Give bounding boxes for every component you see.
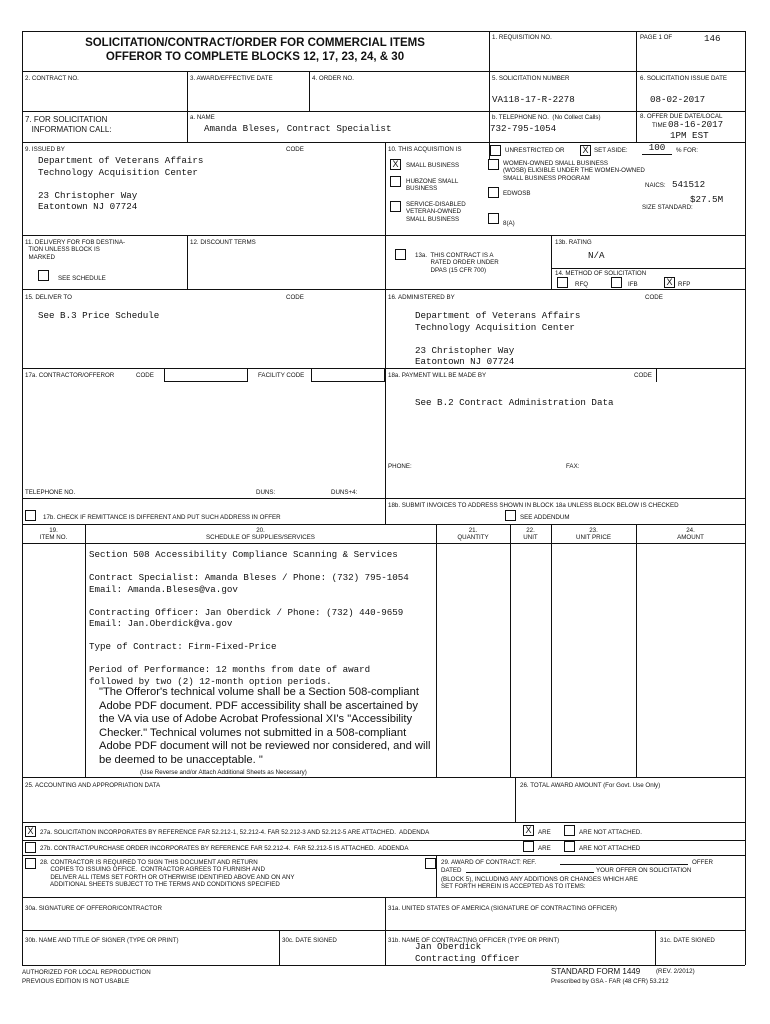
27a-label: 27a. SOLICITATION INCORPORATES BY REFERENCE FAR 52.212-1, 52.212-4. FAR 52.212-3 AND 52.212-5 ARE ATTACHED. ADDENDA [40, 829, 430, 836]
issued-by-code-label: CODE [286, 146, 304, 153]
rfq-label: RFQ [575, 281, 589, 288]
form-number: STANDARD FORM 1449 [551, 967, 641, 976]
see-addendum-checkbox[interactable] [505, 510, 516, 521]
31a-label: 31a. UNITED STATES OF AMERICA (SIGNATURE OF CONTRACTING OFFICER) [388, 905, 617, 912]
see-schedule-checkbox[interactable] [38, 270, 49, 281]
col-supplies: 20. SCHEDULE OF SUPPLIES/SERVICES [206, 527, 315, 542]
order-no-label: 4. ORDER NO. [312, 75, 354, 82]
see-schedule-label: SEE SCHEDULE [58, 275, 106, 282]
27b-are-label: ARE [538, 845, 551, 852]
30a-label: 30a. SIGNATURE OF OFFEROR/CONTRACTOR [25, 905, 162, 912]
contractor-sign-text: 28. CONTRACTOR IS REQUIRED TO SIGN THIS DOCUMENT AND RETURN COPIES TO ISSUING OFFICE. CONTRACTOR AGREES TO FURNISH AND DELIVER ALL ITEMS SET FORTH OR OTHERWISE IDENTIFIED ABOVE AND ON ANY ADDITIONAL SHEETS SUBJECT TO THE TERMS AND CONDITIONS SPECIFIED [40, 859, 295, 889]
offer-due-date: 08-16-2017 [668, 119, 724, 130]
award-dated-label: DATED [441, 867, 462, 874]
8a-label: 8(A) [503, 220, 515, 227]
facility-code-label: FACILITY CODE [258, 372, 305, 379]
edwosb-checkbox[interactable] [488, 187, 499, 198]
27b-are-checkbox[interactable] [523, 841, 534, 852]
col-item-no: 19. ITEM NO. [39, 527, 68, 542]
contact-name: Amanda Bleses, Contract Specialist [204, 123, 392, 134]
contract-no-label: 2. CONTRACT NO. [25, 75, 79, 82]
payment-code-box [656, 368, 745, 382]
form-subtitle: OFFEROR TO COMPLETE BLOCKS 12, 17, 23, 24, & 30 [105, 51, 405, 63]
offer-due-label: 8. OFFER DUE DATE/LOCAL [640, 113, 723, 120]
hubzone-checkbox[interactable] [390, 176, 401, 187]
award-accepted-text: (BLOCK 5), INCLUDING ANY ADDITIONS OR CHANGES WHICH ARE SET FORTH HEREIN IS ACCEPTED AS TO ITEMS: [441, 876, 638, 891]
27b-are-not-label: ARE NOT ATTACHED [579, 845, 641, 852]
27b-are-not-checkbox[interactable] [564, 841, 575, 852]
unrestricted-label: UNRESTRICTED OR [505, 147, 565, 154]
contractor-code-label: CODE [136, 372, 154, 379]
rfp-label: RFP [678, 281, 691, 288]
30b-label: 30b. NAME AND TITLE OF SIGNER (TYPE OR PRINT) [25, 937, 179, 944]
facility-code-box[interactable] [311, 368, 385, 382]
total-award-label: 26. TOTAL AWARD AMOUNT (For Govt. Use Only) [520, 782, 661, 789]
27b-checkbox[interactable] [25, 842, 36, 853]
section-508-requirement: "The Offeror's technical volume shall be a Section 508-compliant Adobe PDF document. PDF accessibility shall be ascertained by the VA via use of Adobe Acrobat Professional XI's "Accessibility Checker." Technical volumes not submitted in a 508-compliant Adobe PDF document will not be reviewed nor considered, and will be deemed to be unacceptable. " [99, 686, 431, 766]
deliver-to-code-label: CODE [286, 294, 304, 301]
rating-value: N/A [588, 250, 605, 261]
8a-checkbox[interactable] [488, 213, 499, 224]
edwosb-label: EDWOSB [503, 190, 531, 197]
form-title: SOLICITATION/CONTRACT/ORDER FOR COMMERCIAL ITEMS [85, 37, 425, 49]
ifb-checkbox[interactable] [611, 277, 622, 288]
telephone-no-label: TELEPHONE NO. [25, 489, 76, 496]
contracting-officer-title: Contracting Officer [415, 953, 520, 964]
invoice-label: 18b. SUBMIT INVOICES TO ADDRESS SHOWN IN BLOCK 18a UNLESS BLOCK BELOW IS CHECKED [388, 502, 679, 509]
27a-checkbox[interactable]: X [25, 826, 36, 837]
col-quantity: 21. QUANTITY [457, 527, 489, 542]
see-addendum-label: SEE ADDENDUM [520, 514, 570, 521]
contracting-officer-name: Jan Oberdick [415, 941, 482, 952]
31c-label: 31c. DATE SIGNED [660, 937, 715, 944]
name-label: a. NAME [190, 114, 215, 121]
small-business-label: SMALL BUSINESS [406, 162, 460, 169]
award-offer-label: OFFER [692, 859, 713, 866]
issue-date-label: 6. SOLICITATION ISSUE DATE [640, 75, 727, 82]
reverse-note: (Use Reverse and/or Attach Additional Sheets as Necessary) [140, 769, 307, 776]
ifb-label: IFB [628, 281, 638, 288]
deliver-to-value: See B.3 Price Schedule [38, 310, 160, 321]
set-aside-label: SET ASIDE: [594, 147, 628, 154]
27a-are-checkbox[interactable]: X [523, 825, 534, 836]
solicitation-number: VA118-17-R-2278 [492, 94, 575, 105]
col-unit-price: 23. UNIT PRICE [576, 527, 611, 542]
sdvosb-label: SERVICE-DISABLED VETERAN-OWNED SMALL BUSINESS [406, 201, 466, 223]
page-total: 146 [704, 33, 721, 44]
27a-are-label: ARE [538, 829, 551, 836]
solicitation-no-label: 5. SOLICITATION NUMBER [492, 75, 570, 82]
rated-order-label: 13a. THIS CONTRACT IS A RATED ORDER UNDER DPAS (15 CFR 700) [415, 252, 499, 274]
solicitation-info-label: 7. FOR SOLICITATION INFORMATION CALL: [25, 115, 112, 134]
size-standard-value: $27.5M [690, 194, 724, 205]
percent-for-label: % FOR: [676, 147, 699, 154]
fax-label: FAX: [566, 463, 580, 470]
30c-label: 30c. DATE SIGNED [282, 937, 337, 944]
hubzone-label: HUBZONE SMALL BUSINESS [406, 178, 459, 193]
footer-reproduction-note: AUTHORIZED FOR LOCAL REPRODUCTION PREVIOUS EDITION IS NOT USABLE [22, 969, 151, 985]
telephone-value: 732-795-1054 [490, 123, 557, 134]
administered-code-label: CODE [645, 294, 663, 301]
delivery-fob-label: 11. DELIVERY FOR FOB DESTINA- TION UNLESS BLOCK IS MARKED [25, 239, 126, 261]
contractor-code-box[interactable] [164, 368, 248, 382]
wosb-checkbox[interactable] [488, 159, 499, 170]
unrestricted-checkbox[interactable] [490, 145, 501, 156]
27a-are-not-label: ARE NOT ATTACHED. [579, 829, 642, 836]
col-unit: 22. UNIT [523, 527, 538, 542]
acquisition-label: 10. THIS ACQUISITION IS [388, 146, 462, 153]
award-dated-blank [466, 872, 594, 873]
remittance-label: 17b. CHECK IF REMITTANCE IS DIFFERENT AND PUT SUCH ADDRESS IN OFFER [43, 514, 281, 521]
contractor-label: 17a. CONTRACTOR/OFFEROR [25, 372, 115, 379]
award-of-contract-label: 29. AWARD OF CONTRACT: REF. [441, 859, 537, 866]
27b-label: 27b. CONTRACT/PURCHASE ORDER INCORPORATES BY REFERENCE FAR 52.212-4. FAR 52.212-5 IS ATTACHED. ADDENDA [40, 845, 409, 852]
wosb-label: WOMEN-OWNED SMALL BUSINESS (WOSB) ELIGIBLE UNDER THE WOMEN-OWNED SMALL BUSINESS PROGRAM [503, 160, 645, 182]
deliver-to-label: 15. DELIVER TO [25, 294, 72, 301]
duns-label: DUNS: [256, 489, 276, 496]
schedule-description: Section 508 Accessibility Compliance Scanning & Services Contract Specialist: Amanda Bleses / Phone: (732) 795-1054 Email: Amanda.Bleses@va.gov Contracting Officer: Jan Oberdick / Phone: (732) 440-9659 Email: Jan.Oberdick@va.gov Type of Contract: Firm-Fixed-Price Period of Performance: 12 months from date of award followed by two (2) 12-month option periods. [89, 549, 409, 687]
31b-label: 31b. NAME OF CONTRACTING OFFICER (TYPE OR PRINT) [388, 937, 560, 944]
issue-date: 08-02-2017 [650, 94, 706, 105]
rating-label: 13b. RATING [555, 239, 592, 246]
rfq-checkbox[interactable] [557, 277, 568, 288]
issued-by-label: 9. ISSUED BY [25, 146, 65, 153]
27a-are-not-checkbox[interactable] [564, 825, 575, 836]
remittance-checkbox[interactable] [25, 510, 36, 521]
administered-by-address: Department of Veterans Affairs Technology Acquisition Center 23 Christopher Way Eatontown NJ 07724 [415, 310, 581, 367]
time-label: TIME [652, 122, 667, 129]
accounting-label: 25. ACCOUNTING AND APPROPRIATION DATA [25, 782, 161, 789]
size-standard-label: SIZE STANDARD: [642, 204, 693, 211]
29-checkbox[interactable] [425, 858, 436, 869]
discount-terms-label: 12. DISCOUNT TERMS [190, 239, 256, 246]
duns4-label: DUNS+4: [331, 489, 358, 496]
page-label: PAGE 1 OF [640, 34, 673, 41]
requisition-label: 1. REQUISITION NO. [492, 34, 552, 41]
offer-due-time: 1PM EST [670, 130, 709, 141]
payment-value: See B.2 Contract Administration Data [415, 397, 614, 408]
naics-code: 541512 [672, 179, 706, 190]
award-your-offer-label: YOUR OFFER ON SOLICITATION [596, 867, 692, 874]
naics-label: NAICS: [645, 182, 666, 189]
payment-code-label: CODE [634, 372, 652, 379]
form-revision: (REV. 2/2012) [656, 968, 695, 975]
telephone-label: b. TELEPHONE NO. (No Collect Calls) [492, 114, 601, 121]
award-date-label: 3. AWARD/EFFECTIVE DATE [190, 75, 273, 82]
set-aside-percent: 100 [642, 142, 672, 155]
rated-order-checkbox[interactable] [395, 249, 406, 260]
28-checkbox[interactable] [25, 858, 36, 869]
prescribed-by: Prescribed by GSA - FAR (48 CFR) 53.212 [551, 978, 669, 985]
payment-label: 18a. PAYMENT WILL BE MADE BY [388, 372, 487, 379]
col-amount: 24. AMOUNT [677, 527, 704, 542]
small-business-checkbox[interactable]: X [390, 159, 401, 170]
phone-label: PHONE: [388, 463, 412, 470]
administered-by-label: 16. ADMINISTERED BY [388, 294, 455, 301]
award-ref-blank [560, 864, 688, 865]
issued-by-address: Department of Veterans Affairs Technology Acquisition Center 23 Christopher Way Eatontown NJ 07724 [38, 155, 204, 212]
rfp-checkbox[interactable]: X [664, 277, 675, 288]
sdvosb-checkbox[interactable] [390, 201, 401, 212]
set-aside-checkbox[interactable]: X [580, 145, 591, 156]
method-label: 14. METHOD OF SOLICITATION [555, 270, 647, 277]
